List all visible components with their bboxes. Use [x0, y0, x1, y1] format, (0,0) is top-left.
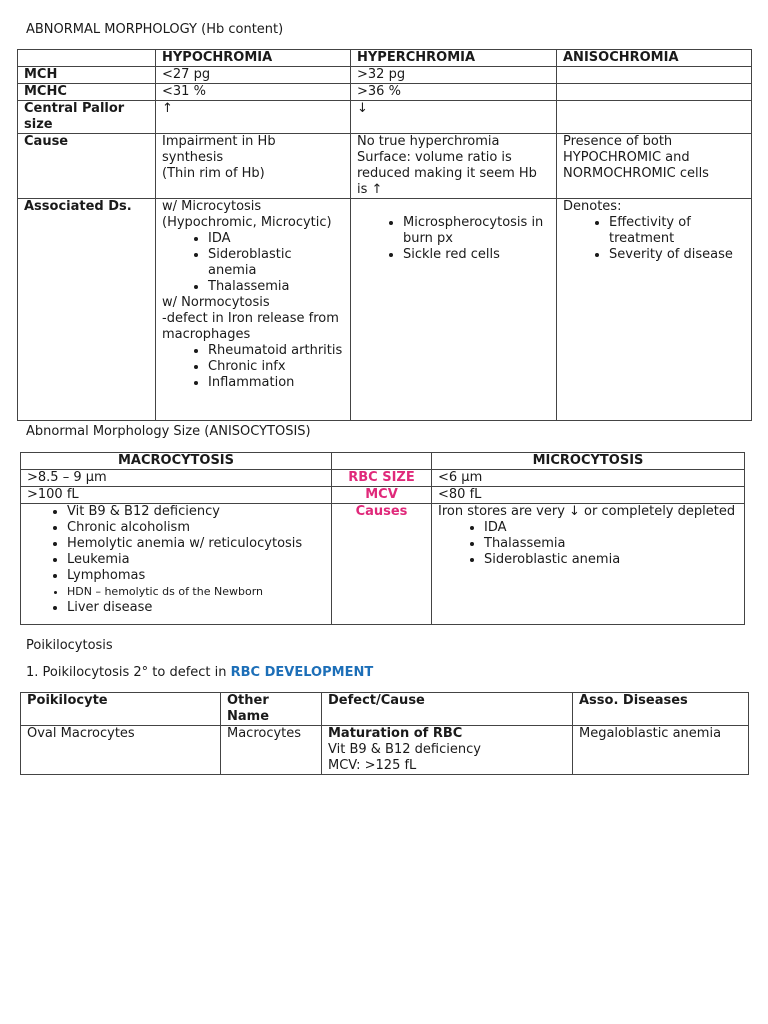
macro-mcv: >100 fL — [21, 487, 332, 504]
list-item: • Hemolytic anemia w/ reticulocytosis — [67, 536, 325, 552]
pallor-aniso — [557, 101, 752, 134]
list-item: • Effectivity of treatment — [609, 215, 745, 247]
assoc-aniso — [557, 199, 752, 421]
header-poikilocyte: Poikilocyte — [21, 693, 221, 726]
header-defect-cause: Defect/Cause — [322, 693, 573, 726]
cause-aniso — [557, 134, 752, 199]
list-item: • Sickle red cells — [403, 247, 550, 263]
list-item: • Liver disease — [67, 600, 325, 616]
list-item: • Severity of disease — [609, 247, 745, 263]
label-causes: Causes — [332, 504, 432, 625]
list-item: • Lymphomas — [67, 568, 325, 584]
cause-aniso-line: Presence of both — [563, 134, 673, 149]
row-label-pallor: Central Pallor size — [18, 101, 156, 134]
assoc-hypo-list1 — [162, 231, 344, 295]
cause-hyper-line: is ↑ — [357, 182, 383, 197]
row-label-mch: MCH — [18, 67, 156, 84]
hb-content-table — [17, 49, 752, 421]
cause-hypo-line: (Thin rim of Hb) — [162, 166, 265, 181]
table-row — [21, 504, 745, 625]
list-item: • Rheumatoid arthritis — [208, 343, 344, 359]
mchc-hypo: <31 % — [156, 84, 351, 101]
poikilocyte-cell: Oval Macrocytes — [21, 726, 221, 775]
table-row — [21, 726, 749, 775]
cause-hyper-line: Surface: volume ratio is — [357, 150, 512, 165]
header-anisochromia: ANISOCHROMIA — [557, 50, 752, 67]
cause-hyper — [351, 134, 557, 199]
list-item: • IDA — [484, 520, 738, 536]
row-label-assoc: Associated Ds. — [18, 199, 156, 421]
cause-hypo-line: synthesis — [162, 150, 224, 165]
defect-line: Vit B9 & B12 deficiency — [328, 742, 481, 757]
list-item: • Thalassemia — [208, 279, 344, 295]
macro-causes — [21, 504, 332, 625]
table-row — [21, 487, 745, 504]
label-mcv: MCV — [332, 487, 432, 504]
cause-hypo-line: Impairment in Hb — [162, 134, 276, 149]
row-label-mchc: MCHC — [18, 84, 156, 101]
defect-line: MCV: >125 fL — [328, 758, 417, 773]
subtitle-highlight: RBC DEVELOPMENT — [230, 665, 374, 680]
section1-title: ABNORMAL MORPHOLOGY (Hb content) — [26, 22, 284, 37]
empty-cell — [18, 50, 156, 67]
assoc-aniso-intro: Denotes: — [563, 199, 622, 214]
list-item: • Sideroblastic anemia — [208, 247, 344, 279]
table-row — [18, 134, 752, 199]
header-macrocytosis: MACROCYTOSIS — [21, 453, 332, 470]
section3-subtitle — [26, 665, 373, 681]
assoc-hypo-intro: (Hypochromic, Microcytic) — [162, 215, 332, 230]
table-row — [18, 84, 752, 101]
list-item: • Vit B9 & B12 deficiency — [67, 504, 325, 520]
header-microcytosis: MICROCYTOSIS — [432, 453, 745, 470]
table-row — [18, 67, 752, 84]
cause-aniso-line: HYPOCHROMIC and — [563, 150, 690, 165]
table-row — [21, 470, 745, 487]
assoc-hypo-list2 — [162, 343, 344, 391]
mch-hypo: <27 pg — [156, 67, 351, 84]
header-hypochromia: HYPOCHROMIA — [156, 50, 351, 67]
anisocytosis-table — [20, 452, 745, 625]
cause-hyper-line: reduced making it seem Hb — [357, 166, 537, 181]
assoc-hyper — [351, 199, 557, 421]
micro-intro: Iron stores are very ↓ or completely depleted — [438, 504, 736, 519]
table-row — [18, 199, 752, 421]
mchc-aniso — [557, 84, 752, 101]
assoc-hypo — [156, 199, 351, 421]
mch-hyper: >32 pg — [351, 67, 557, 84]
list-item: • IDA — [208, 231, 344, 247]
macro-size: >8.5 – 9 µm — [21, 470, 332, 487]
list-item: • HDN – hemolytic ds of the Newborn — [67, 584, 325, 600]
mch-aniso — [557, 67, 752, 84]
header-hyperchromia: HYPERCHROMIA — [351, 50, 557, 67]
micro-size: <6 µm — [432, 470, 745, 487]
table-header-row — [18, 50, 752, 67]
poikilocytosis-table — [20, 692, 749, 775]
list-item: • Leukemia — [67, 552, 325, 568]
list-item: • Inflammation — [208, 375, 344, 391]
list-item: • Sideroblastic anemia — [484, 552, 738, 568]
assoc-hypo-intro: w/ Microcytosis — [162, 199, 262, 214]
list-item: • Chronic alcoholism — [67, 520, 325, 536]
table-header-row — [21, 693, 749, 726]
defect-cause-cell — [322, 726, 573, 775]
header-other-name: Other Name — [221, 693, 322, 726]
assoc-aniso-list — [563, 215, 745, 263]
table-row — [18, 101, 752, 134]
cause-aniso-line: NORMOCHROMIC cells — [563, 166, 709, 181]
micro-causes-list — [438, 520, 738, 568]
micro-causes — [432, 504, 745, 625]
cause-hyper-line: No true hyperchromia — [357, 134, 500, 149]
row-label-cause: Cause — [18, 134, 156, 199]
subtitle-prefix: 1. Poikilocytosis 2° to defect in — [26, 665, 231, 680]
section3-title: Poikilocytosis — [26, 638, 113, 653]
pallor-hypo: ↑ — [156, 101, 351, 134]
list-item: • Thalassemia — [484, 536, 738, 552]
mchc-hyper: >36 % — [351, 84, 557, 101]
header-asso-diseases: Asso. Diseases — [573, 693, 749, 726]
assoc-hypo-intro: -defect in Iron release from macrophages — [162, 311, 339, 342]
defect-title: Maturation of RBC — [328, 726, 463, 741]
label-rbc-size: RBC SIZE — [332, 470, 432, 487]
other-name-cell: Macrocytes — [221, 726, 322, 775]
empty-cell — [332, 453, 432, 470]
list-item: • Chronic infx — [208, 359, 344, 375]
disease-cell: Megaloblastic anemia — [573, 726, 749, 775]
list-item: • Microspherocytosis in burn px — [403, 215, 550, 247]
section2-title: Abnormal Morphology Size (ANISOCYTOSIS) — [26, 424, 311, 439]
pallor-hyper: ↓ — [351, 101, 557, 134]
assoc-hypo-intro: w/ Normocytosis — [162, 295, 270, 310]
micro-mcv: <80 fL — [432, 487, 745, 504]
table-header-row — [21, 453, 745, 470]
macro-causes-list — [27, 504, 325, 616]
assoc-hyper-list — [357, 215, 550, 263]
cause-hypo — [156, 134, 351, 199]
